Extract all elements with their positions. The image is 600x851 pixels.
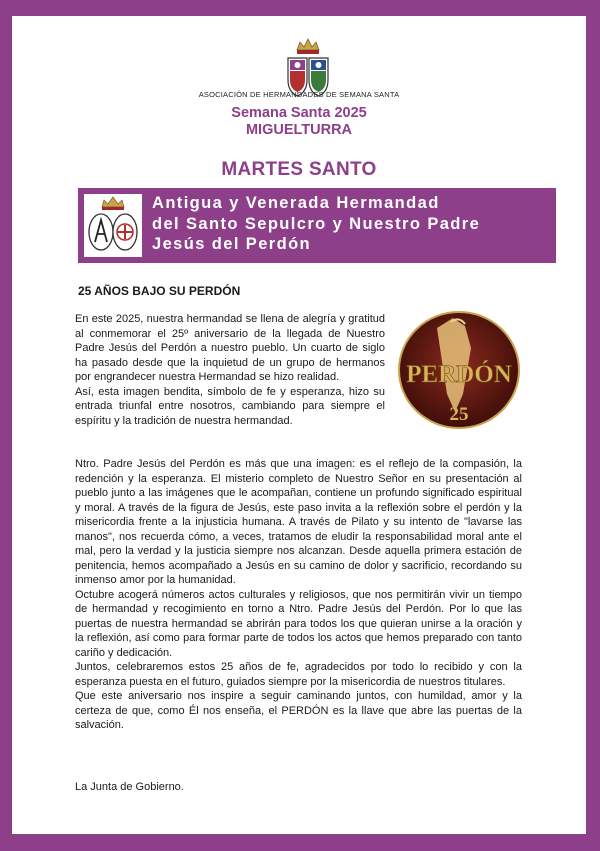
brotherhood-name-line: del Santo Sepulcro y Nuestro Padre xyxy=(152,214,481,233)
paragraph: Que este aniversario nos inspire a seguir caminando juntos, con humildad, amor y la certeza de que, como Él nos enseña, el PERDÓN es la llave que abre las puertas de la salvación. xyxy=(75,690,522,731)
anniversary-logo-number: 25 xyxy=(449,404,469,425)
signature: La Junta de Gobierno. xyxy=(75,781,184,793)
day-title: MARTES SANTO xyxy=(221,159,377,180)
brotherhood-emblem xyxy=(84,194,142,257)
paragraph: En este 2025, nuestra hermandad se llena de alegría y gratitud al conmemorar el 25º aniversario de la llegada de Nuestro Padre Jesús del Perdón a nuestro pueblo. Un cuarto de siglo ha pasado desde que la inquietud de un grupo de hermanos por engrandecer nuestra Hermandad se hizo realidad. xyxy=(75,313,385,383)
event-place: MIGUELTURRA xyxy=(245,122,353,138)
paragraph: Juntos, celebraremos estos 25 años de fe, agradecidos por todo lo recibido y con la esperanza puesta en el futuro, guiados siempre por la misericordia de nuestros titulares. xyxy=(75,661,522,688)
article-intro xyxy=(75,312,385,428)
anniversary-logo-word: PERDÓN xyxy=(406,361,512,388)
association-name: ASOCIACIÓN DE HERMANDADES DE SEMANA SANTA xyxy=(198,90,400,99)
event-title: Semana Santa 2025 xyxy=(231,105,367,121)
paragraph: Octubre acogerá números actos culturales y religiosos, que nos permitirán vivir un tiempo de hermandad y recogimiento en torno a Ntro. Padre Jesús del Perdón. Por lo que las puertas de nuestra hermandad se abrirán para todos los que quieran unirse a la oración y la reflexión, así como para formar parte de todos los actos que hemos preparado con tanto cariño y dedicación. xyxy=(75,588,522,659)
article-body xyxy=(75,457,522,733)
paragraph: Ntro. Padre Jesús del Perdón es más que una imagen: es el reflejo de la compasión, la redención y la esperanza. El misterio completo de Nuestro Señor en su presentación al pueblo junto a las imágenes que le acompañan, contiene un profundo significado espiritual y moral. A través de la figura de Jesús, este paso invita a la reflexión sobre el perdón y la misericordia frente a la injusticia humana. A través de Pilato y su intento de "lavarse las manos", nos recuerda cómo, a veces, tratamos de eludir la responsabilidad moral ante el mal, pero la verdad y la justicia siempre nos alcanzan. Desde aquella primera estación de penitencia, hemos acompañado a Jesús en su camino de dolor y sacrificio, recordando su inmenso amor por la humanidad. xyxy=(75,458,522,586)
brotherhood-name-line: Antigua y Venerada Hermandad xyxy=(152,194,440,212)
article-title: 25 AÑOS BAJO SU PERDÓN xyxy=(78,284,241,298)
brotherhood-name-line: Jesús del Perdón xyxy=(152,235,312,253)
paragraph: Así, esta imagen bendita, símbolo de fe y esperanza, hizo su entrada triunfal entre nosotros, cambiando para siempre el espíritu y la tradición de nuestra hermandad. xyxy=(75,385,385,427)
page xyxy=(12,16,586,834)
brotherhood-emblem-icon xyxy=(84,194,142,257)
anniversary-logo-image xyxy=(397,308,521,433)
brotherhood-name xyxy=(152,193,552,255)
brotherhood-banner xyxy=(78,188,556,263)
